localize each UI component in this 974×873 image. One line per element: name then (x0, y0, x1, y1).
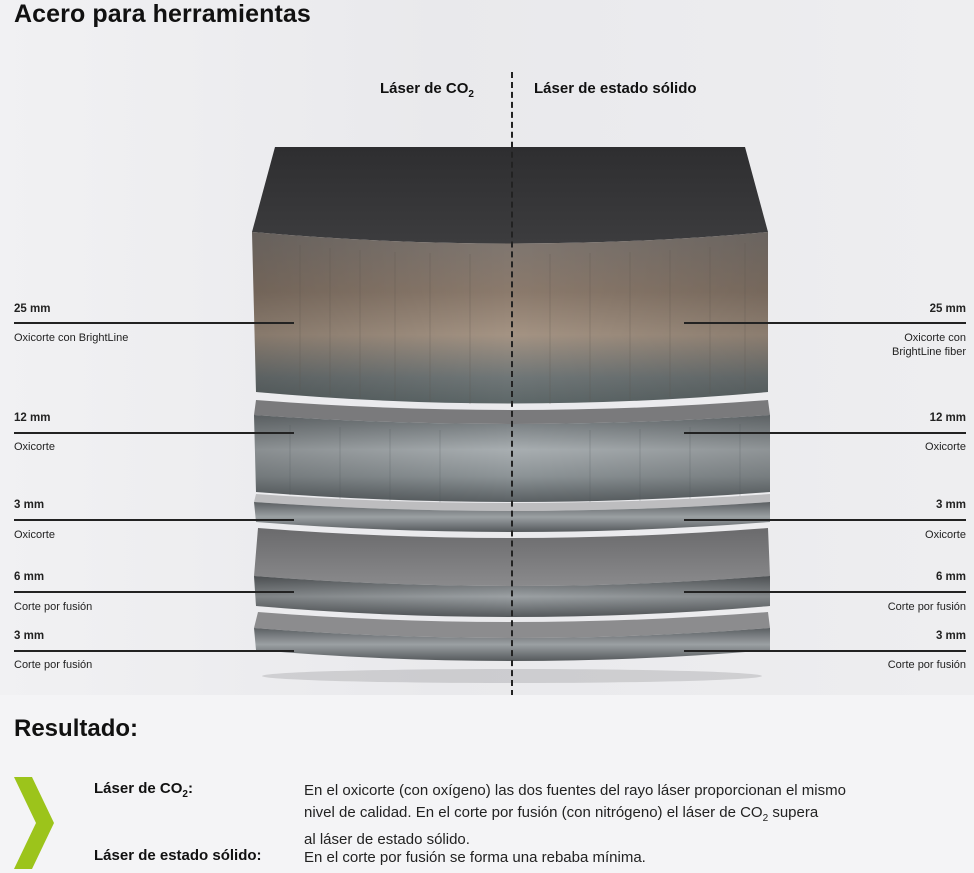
label-left-25mm: 25 mm (14, 303, 51, 315)
label-right-6mm-process: Corte por fusión (887, 601, 966, 613)
label-right-3mm-oxy-process: Oxicorte (925, 529, 966, 541)
leader-line-right-25mm (684, 322, 966, 324)
column-divider (511, 72, 513, 696)
label-left-12mm-process: Oxicorte (14, 441, 55, 453)
label-right-3mm-oxy: 3 mm (935, 499, 966, 511)
block-25mm-top (252, 147, 768, 244)
column-header-solid-state: Láser de estado sólido (534, 80, 697, 97)
leader-line-left-12mm (14, 432, 294, 434)
leader-line-right-12mm (684, 432, 966, 434)
result-solid-state-label: Láser de estado sólido: (94, 847, 262, 864)
leader-line-right-6mm (684, 591, 966, 593)
label-left-25mm-process: Oxicorte con BrightLine (14, 332, 129, 344)
label-left-6mm: 6 mm (14, 571, 45, 583)
label-left-3mm-oxy: 3 mm (14, 499, 45, 511)
label-right-12mm-process: Oxicorte (925, 441, 966, 453)
leader-line-left-6mm (14, 591, 294, 593)
label-right-12mm: 12 mm (929, 412, 966, 424)
leader-line-left-25mm (14, 322, 294, 324)
label-right-25mm: 25 mm (929, 303, 966, 315)
label-right-3mm-fusion: 3 mm (935, 630, 966, 642)
label-right-3mm-fusion-process: Corte por fusión (887, 659, 966, 671)
result-solid-state-text: En el corte por fusión se forma una rebaba mínima. (304, 849, 646, 866)
column-header-co2: Láser de $CO_2$ (380, 80, 474, 100)
label-left-3mm-fusion-process: Corte por fusión (14, 659, 93, 671)
page-title: Acero para herramientas (14, 0, 311, 28)
result-co2-text: En el oxicorte (con oxígeno) las dos fuentes del rayo láser proporcionan el mismo nivel de calidad. En el corte por fusión (con nitrógeno) el láser de $CO_2$ supera al láser de estado sólido. (304, 782, 846, 848)
leader-line-right-3mm-fusion (684, 650, 966, 652)
label-right-6mm: 6 mm (935, 571, 966, 583)
label-left-3mm-fusion: 3 mm (14, 630, 45, 642)
chevron-right-icon (14, 777, 54, 869)
label-left-6mm-process: Corte por fusión (14, 601, 93, 613)
label-left-12mm: 12 mm (14, 412, 51, 424)
leader-line-right-3mm-oxy (684, 519, 966, 521)
label-left-3mm-oxy-process: Oxicorte (14, 529, 55, 541)
leader-line-left-3mm-oxy (14, 519, 294, 521)
result-co2-label: Láser de $CO_2$: (94, 780, 193, 800)
label-right-25mm-process: Oxicorte con BrightLine fiber (892, 332, 966, 358)
leader-line-left-3mm-fusion (14, 650, 294, 652)
result-title: Resultado: (14, 715, 139, 742)
